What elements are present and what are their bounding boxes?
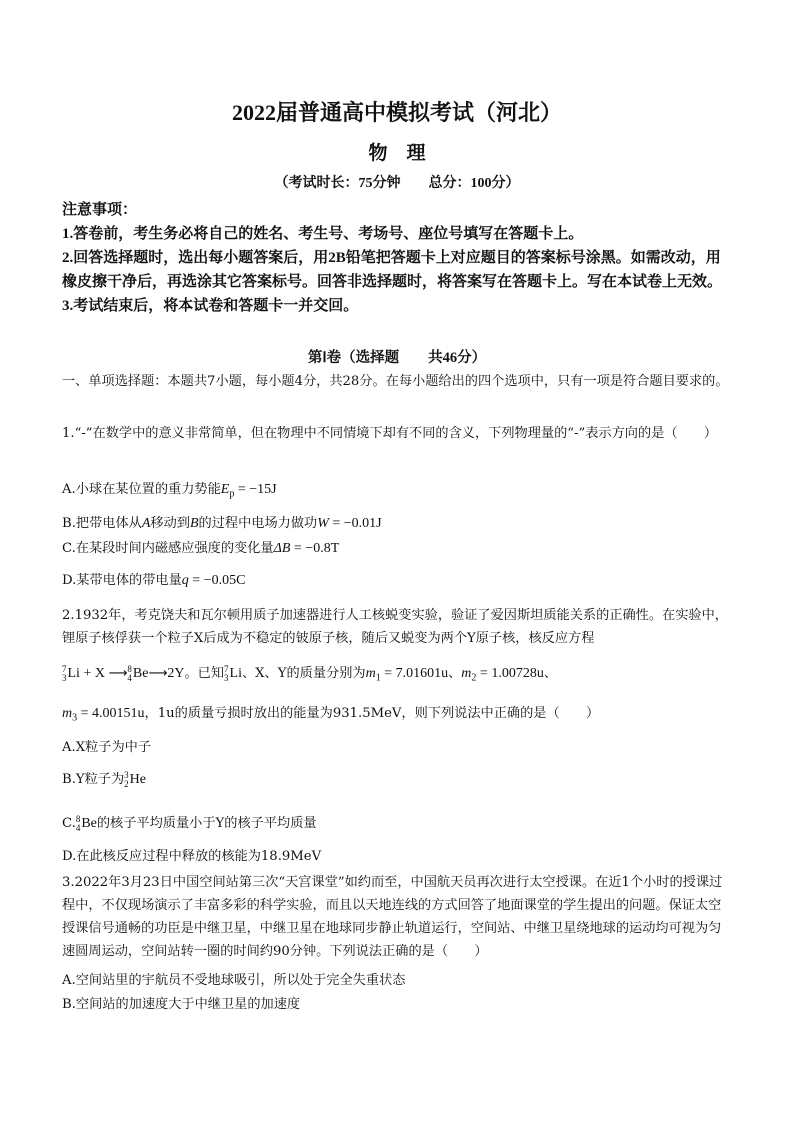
- q2-known: 。已知: [184, 666, 225, 681]
- he-nuclide: 3 2 He: [124, 769, 146, 789]
- reaction-arrow-icon-2: ⟶: [148, 666, 168, 681]
- q2-m1-value: = 7.01601u: [380, 666, 449, 681]
- q1-a-value: = −15J: [234, 482, 277, 497]
- notice-heading: 注意事项：: [62, 202, 138, 218]
- q1-d-symbol: q: [181, 573, 189, 588]
- q1-d-text: D.某带电体的带电量: [62, 573, 182, 588]
- q2-b-text: B.Y粒子为: [62, 772, 125, 787]
- q1-a-text: A.小球在某位置的重力势能: [62, 482, 221, 497]
- q3-option-a: A.空间站里的宇航员不受地球吸引，所以处于完全失重状态: [62, 973, 406, 988]
- q1-option-d: [62, 571, 734, 591]
- q2-option-b: [62, 770, 734, 790]
- q2-option-d: D.在此核反应过程中释放的核能为18.9MeV: [62, 849, 322, 864]
- li-nuclide-2: 7 3 Li: [224, 663, 242, 683]
- q2-c-text1: C.: [62, 816, 76, 831]
- q2-m1: m: [365, 666, 376, 681]
- q2-m3: m: [62, 706, 73, 721]
- q3-stem: 3.2022年3月23日中国空间站第三次“天宫课堂”如约而至，中国航天员再次进行太空授课。在近1个小时的授课过程中，不仅现场演示了丰富多彩的科学实验，而且以天地连线的方式回答了地面课堂的学生提出的问题。保证太空授课信号通畅的功臣是中继卫星，中继卫星在地球同步静止轨道运行，空间站、中继卫星绕地球的运动均可视为匀速圆周运动，空间站转一圈的时间约90分钟。下列说法正确的是（ ）: [62, 875, 723, 959]
- q1-c-symbol: ΔB: [273, 541, 291, 556]
- q2-option-a: A.X粒子为中子: [62, 740, 152, 755]
- q1-b-text3: 的过程中电场力做功: [198, 516, 318, 531]
- q2-m2: m: [461, 666, 472, 681]
- q2-option-c: [62, 814, 734, 834]
- notice-item-3: 3.考试结束后，将本试卷和答题卡一并交回。: [62, 298, 359, 314]
- notice-item-2: 2.回答选择题时，选出每小题答案后，用2B铅笔把答题卡上对应题目的答案标号涂黑。如需改动，用橡皮擦干净后，再选涂其它答案标号。回答非选择题时，将答案写在答题卡上。写在本试卷上无效。: [62, 250, 723, 290]
- q2-stem-part2: [62, 704, 734, 729]
- q2-plus-x: + X: [79, 666, 109, 681]
- exam-info: （考试时长：75分钟 总分：100分）: [274, 176, 520, 191]
- q2-to-2y: 2Y: [167, 666, 185, 681]
- section-instruction: 一、单项选择题：本题共7小题，每小题4分，共28分。在每小题给出的四个选项中，只有一项是符合题目要求的。: [62, 374, 729, 389]
- section-title: 第Ⅰ卷（选择题 共46分）: [307, 350, 487, 366]
- subject-title: 物 理: [368, 143, 426, 164]
- q1-b-sym1: A: [141, 516, 151, 531]
- q1-d-value: = −0.05C: [188, 573, 246, 588]
- q3-option-b: B.空间站的加速度大于中继卫星的加速度: [62, 997, 301, 1012]
- q1-stem: 1.“-”在数学中的意义非常简单，但在物理中不同情境下却有不同的含义，下列物理量的“-”表示方向的是（ ）: [62, 426, 718, 441]
- q1-b-sym2: B: [189, 516, 199, 531]
- q2-m3-sub: 3: [72, 712, 78, 724]
- reaction-arrow-icon: ⟶: [108, 666, 128, 681]
- q2-c-text2: 的核子平均质量小于Y的核子平均质量: [96, 816, 317, 831]
- q1-c-value: = −0.8T: [290, 541, 340, 556]
- q2-sep-2: 、: [543, 666, 558, 681]
- notice-item-1: 1.答卷前，考生务必将自己的姓名、考生号、考场号、座位号填写在答题卡上。: [62, 226, 584, 242]
- notice-section: [62, 198, 734, 318]
- q2-m2-value: = 1.00728u: [476, 666, 544, 681]
- q1-a-symbol: E: [220, 482, 230, 497]
- q2-sep-1: 、: [448, 666, 462, 681]
- q1-c-text: C.在某段时间内磁感应强度的变化量: [62, 541, 274, 556]
- q1-b-value: = −0.01J: [328, 516, 382, 531]
- q2-m3-value: = 4.00151u: [77, 706, 145, 721]
- q2-stem-end: ，1u的质量亏损时放出的能量为931.5MeV，则下列说法中正确的是（ ）: [144, 706, 600, 721]
- page-title: 2022届普通高中模拟考试（河北）: [231, 100, 562, 125]
- q1-b-sym3: W: [317, 516, 329, 531]
- li-nuclide: 7 3 Li: [62, 663, 80, 683]
- q2-known2: 、X、Y的质量分别为: [241, 666, 366, 681]
- q2-stem-part1: 2.1932年，考克饶夫和瓦尔顿用质子加速器进行人工核蜕变实验，验证了爱因斯坦质能关系的正确性。在实验中，锂原子核俘获一个粒子X后成为不稳定的铍原子核，随后又蜕变为两个Y原子核，核反应方程: [62, 608, 728, 646]
- be-nuclide: 8 4 Be: [127, 663, 149, 683]
- q1-option-c: [62, 539, 734, 559]
- q1-b-text2: 移动到: [150, 516, 190, 531]
- q1-option-a: [62, 480, 734, 505]
- q1-b-text1: B.把带电体从: [62, 516, 142, 531]
- q1-a-sub: p: [229, 488, 235, 500]
- be-nuclide-2: 8 4 Be: [75, 813, 97, 833]
- q2-equation-line: [62, 664, 734, 689]
- q2-m2-sub: 2: [471, 672, 477, 684]
- q2-m1-sub: 1: [375, 672, 381, 684]
- q1-option-b: [62, 514, 734, 534]
